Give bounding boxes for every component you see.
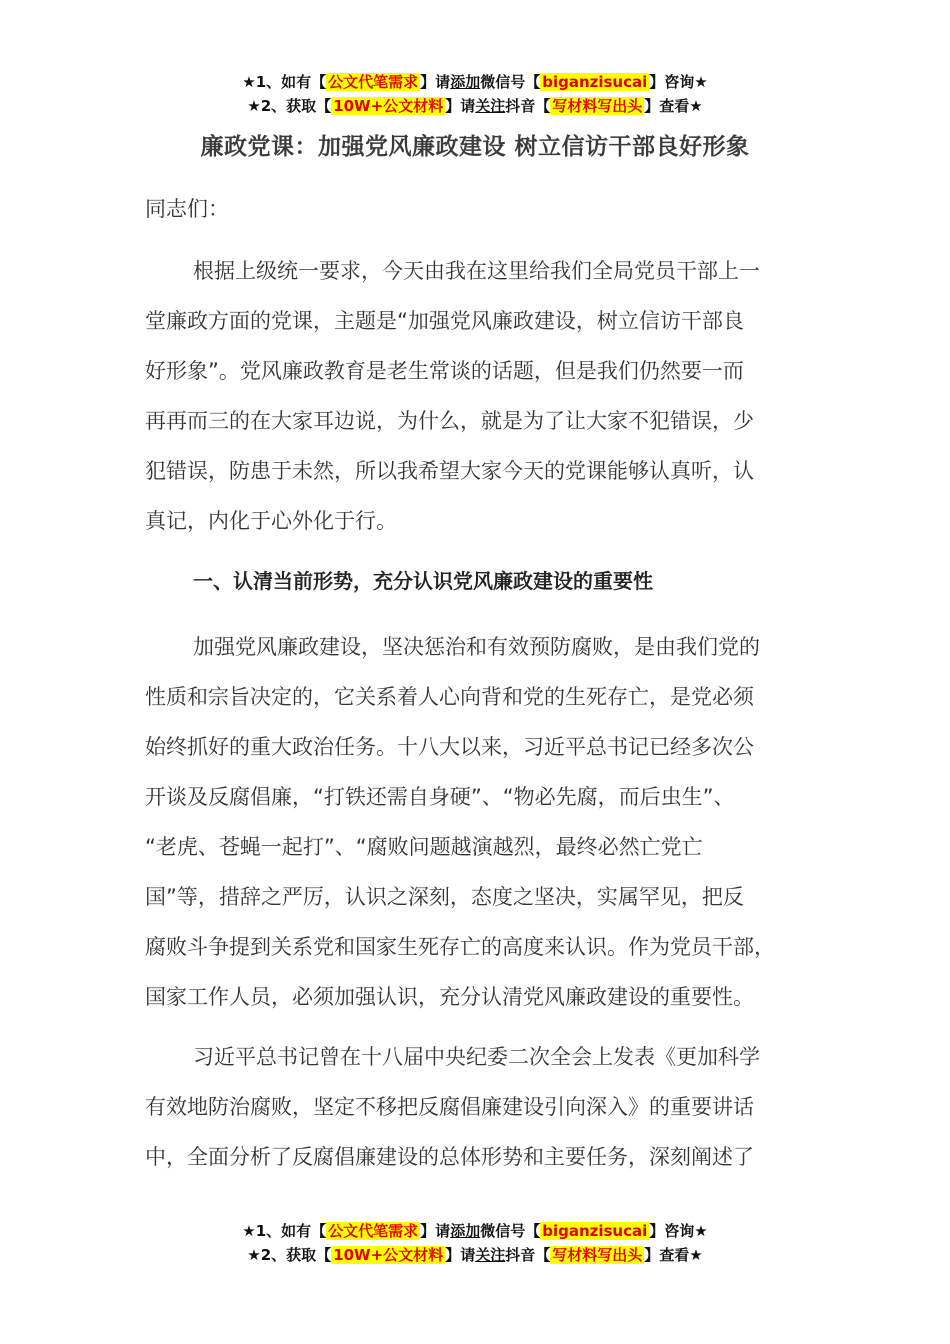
paragraph-1: 根据上级统一要求，今天由我在这里给我们全局党员干部上一 堂廉政方面的党课，主题是“加强党风廉政建设，树立信访干部良 好形象”。党风廉政教育是老生常谈的话题，但是我们仍然要一而 再再而三的在大家耳边说，为什么，就是为了让大家不犯错误，少 犯错误，防患于未然，所以我希望大家今天的党课能够认真听，认 真记，内化于心外化于行。 (145, 259, 760, 533)
paragraph-3: 习近平总书记曾在十八届中央纪委二次全会上发表《更加科学 有效地防治腐败，坚定不移把反腐倡廉建设引向深入》的重要讲话 中，全面分析了反腐倡廉建设的总体形势和主要任务，深刻阐述了 (145, 1045, 760, 1169)
bottom-banner (0, 1219, 950, 1267)
top-banner (0, 70, 950, 118)
banner-highlight-materials: 10W+公文材料 (333, 1246, 444, 1264)
banner-highlight-ghostwriting: 公文代笔需求 (328, 1222, 419, 1240)
document-title: 廉政党课：加强党风廉政建设 树立信访干部良好形象 (200, 134, 750, 160)
banner-line-1: ★1、如有【 公文代笔需求 】请添加微信号【 biganzisucai 】咨询★ (242, 73, 708, 91)
banner-highlight-douyin: 写材料写出头 (552, 1246, 643, 1264)
banner-line-1: ★1、如有【 公文代笔需求 】请添加微信号【 biganzisucai 】咨询★ (242, 1222, 708, 1240)
paragraph-2: 加强党风廉政建设，坚决惩治和有效预防腐败，是由我们党的 性质和宗旨决定的，它关系着人心向背和党的生死存亡，是党必须 始终抓好的重大政治任务。十八大以来，习近平总书记已经多次公 开谈及反腐倡廉，“打铁还需自身硬”、“物必先腐，而后虫生”、 “老虎、苍蝇一起打”、“腐败问题越演越烈，最终必然亡党亡 国”等，措辞之严厉，认识之深刻，态度之坚决，实属罕见，把反 腐败斗争提到关系党和国家生死存亡的高度来认识。作为党员干部， 国家工作人员，必须加强认识，充分认清党风廉政建设的重要性。 (145, 635, 775, 1009)
banner-line-2: ★2、获取【 10W+公文材料 】请关注抖音【 写材料写出头 】查看★ (247, 97, 703, 115)
banner-highlight-douyin: 写材料写出头 (552, 97, 643, 115)
banner-highlight-ghostwriting: 公文代笔需求 (328, 73, 419, 91)
section-heading-1: 一、认清当前形势，充分认识党风廉政建设的重要性 (193, 569, 653, 593)
banner-highlight-wechat-id: biganzisucai (542, 73, 648, 91)
banner-line-2: ★2、获取【 10W+公文材料 】请关注抖音【 写材料写出头 】查看★ (247, 1246, 703, 1264)
banner-highlight-wechat-id: biganzisucai (542, 1222, 648, 1240)
salutation: 同志们： (145, 197, 229, 221)
banner-highlight-materials: 10W+公文材料 (333, 97, 444, 115)
